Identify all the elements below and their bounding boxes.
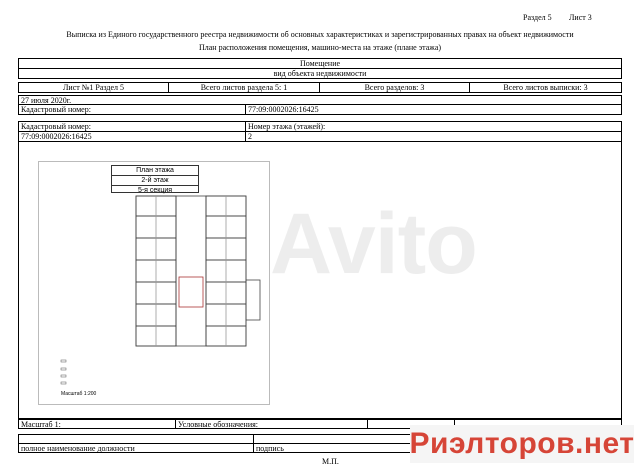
avito-watermark: Avito (270, 196, 477, 292)
object-type: Помещение (18, 58, 622, 69)
sheet-section-cell: Лист №1 Раздел 5 (18, 82, 169, 93)
cadastral-value-2: 77:09:0002026:16425 (18, 131, 246, 142)
plan-title: План расположения помещения, машино-места на этаже (плане этажа) (198, 43, 442, 52)
document-title: Выписка из Единого государственного реестра недвижимости об основных характеристиках и зарегистрированных правах на объект недвижимости (66, 30, 574, 39)
cadastral-value-1: 77:09:0002026:16425 (245, 104, 622, 115)
total-sheets-extract-cell: Всего листов выписки: 3 (469, 82, 622, 93)
date-cell: 27 июля 2020г. (18, 95, 622, 105)
sheet-label: Лист 3 (569, 13, 592, 22)
scale-label: Масштаб 1: (18, 419, 176, 429)
realtors-watermark-text: Риэлторов.нет (409, 427, 635, 460)
floor-plan-title: План этажа (136, 167, 174, 174)
floor-plan-section: 5-я секция (112, 185, 198, 195)
total-sheets-section-cell: Всего листов раздела 5: 1 (168, 82, 320, 93)
floor-plan-image (38, 161, 270, 405)
floor-plan-floor: 2-й этаж (112, 175, 198, 185)
cadastral-label-1: Кадастровый номер: (18, 104, 246, 115)
realtors-watermark (410, 425, 634, 463)
floor-number-label: Номер этажа (этажей): (245, 121, 622, 132)
total-sections-cell: Всего разделов: 3 (319, 82, 470, 93)
floor-plan-svg (39, 162, 271, 406)
cadastral-label-2: Кадастровый номер: (18, 121, 246, 132)
floor-number-value: 2 (245, 131, 622, 142)
legend-label: Условные обозначения: (175, 419, 368, 429)
floor-plan-scale: Масштаб 1:200 (61, 391, 97, 397)
position-label: полное наименование должности (18, 443, 254, 453)
seal-label: М.П. (322, 457, 339, 466)
signature-label: подпись (253, 443, 412, 453)
object-type-caption: вид объекта недвижимости (18, 68, 622, 79)
section-label: Раздел 5 (523, 13, 552, 22)
